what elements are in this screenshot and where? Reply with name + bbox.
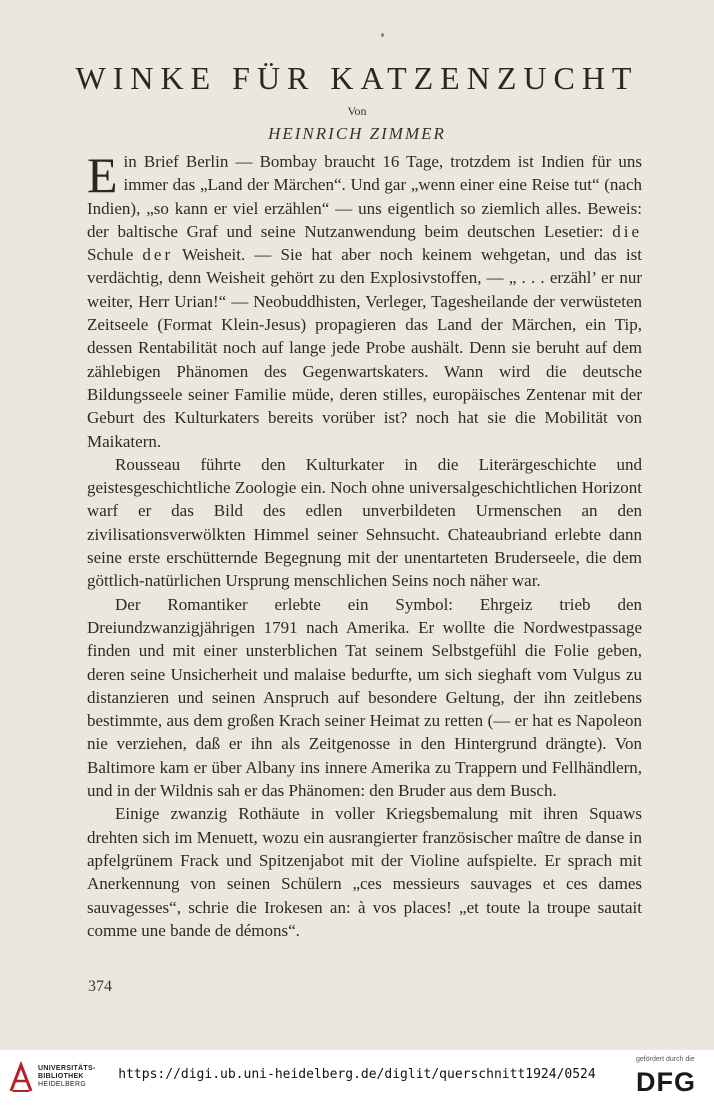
source-url-link[interactable]: https://digi.ub.uni-heidelberg.de/diglit/querschnitt1924/0524	[118, 1067, 596, 1082]
paragraph-1-text-a: in Brief Berlin — Bombay braucht 16 Tage, trotzdem ist Indien für uns immer das „Land der Märchen“. Und gar „wenn einer eine Reise tut“ (nach Indien), „so kann er viel erzählen“ — uns eigentlich so ziemlich alles. Beweis: der baltische Graf und seine Nutzanwendung beim deutschen Lesetier:	[87, 152, 642, 241]
funder-note: gefördert durch die	[636, 1056, 695, 1063]
viewer-footer	[0, 1050, 714, 1107]
paragraph-1	[87, 147, 642, 453]
paragraph-1-text-b: Schule	[87, 245, 143, 265]
dfg-logo: DFG	[636, 1067, 696, 1097]
library-name-line-2: BIBLIOTHEK	[38, 1073, 84, 1080]
byline: Von	[347, 104, 367, 118]
paragraph-1-text-c: Weisheit. — Sie hat aber noch keinem wehgetan, und das ist verdächtig, denn Weisheit gehört zu den Explosivstoffen, — „ . . . erzähl’ er nur weiter, Herr Urian!“ — Neobuddhisten, Verleger, Tagesheilande der verwüsteten Zeitseele (Format Klein-Jesus) propagieren das Land der Märchen, ein Tip, dessen Rentabilität noch auf lange jede Probe aushält. Denn sie beruht auf dem zählebigen Phänomen des Gegenwartskaters. Wann wird die deutsche Bildungsseele seiner Familie müde, deren stilles, europäisches Zentenar mit der Geburt des Kulturkaters bereits vorüber ist? noch hat sie die Mobilität von Maikatern.	[87, 245, 642, 451]
article-body	[87, 147, 642, 942]
paragraph-2: Rousseau führte den Kulturkater in die Literärgeschichte und geistesgeschichtliche Zoologie ein. Noch ohne universalgeschichtlichen Horizont warf er das Bild des edlen unverbildeten Urmenschen an den zivilisationsverwölkten Himmel seiner Sehnsucht. Chateaubriand erlebte dann seine erste erschütternde Begegnung mit der unentarteten Bruderseele, die dem göttlich-natürlichen Ursprung menschlichen Seins noch näher war.	[87, 454, 642, 591]
page-number: 374	[88, 978, 112, 995]
library-name-line-1: UNIVERSITÄTS-	[38, 1065, 96, 1072]
article-title: WINKE FÜR KATZENZUCHT	[75, 60, 639, 96]
paragraph-3: Der Romantiker erlebte ein Symbol: Ehrgeiz trieb den Dreiundzwanzigjährigen 1791 nach Amerika. Er wollte die Nordwestpassage finden und mit einer unsterblichen Tat seinem Selbstgefühl die Folie geben, deren seine Unsicherheit und malaise bedurfte, um sich sieghaft vom Vulgus zu distanzieren und seinen Anspruch auf besondere Geltung, der ihn zeitlebens bestimmte, aus dem großen Krach seiner Heimat zu retten (— er hat es Napoleon nie verziehen, daß er ihn als Zeitgenosse in den Hintergrund drängte). Von Baltimore kam er über Albany ins innere Amerika zu Trappern und Fellhändlern, und in der Wildnis sah er das Phänomen: den Bruder aus dem Busch.	[87, 594, 642, 801]
author-name: HEINRICH ZIMMER	[268, 124, 446, 143]
drop-cap: E	[87, 147, 118, 203]
paragraph-4: Einige zwanzig Rothäute in voller Kriegsbemalung mit ihren Squaws drehten sich im Menuett, wozu ein ausrangierter französischer maître de danse in apfelgrünem Frack und Spitzenjabot mit der Violine aufspielte. Er sprach mit Anerkennung von seinen Schülern „ces messieurs sauvages et ces dames sauvagesses“, schrie die Irokesen an: à vos places! „et toute la troupe sautait comme une bande de démons“.	[87, 804, 642, 940]
spaced-word-der: der	[142, 245, 174, 265]
library-name-line-3: HEIDELBERG	[38, 1081, 87, 1088]
spaced-word-die: die	[612, 221, 642, 241]
scan-speck	[381, 33, 384, 37]
